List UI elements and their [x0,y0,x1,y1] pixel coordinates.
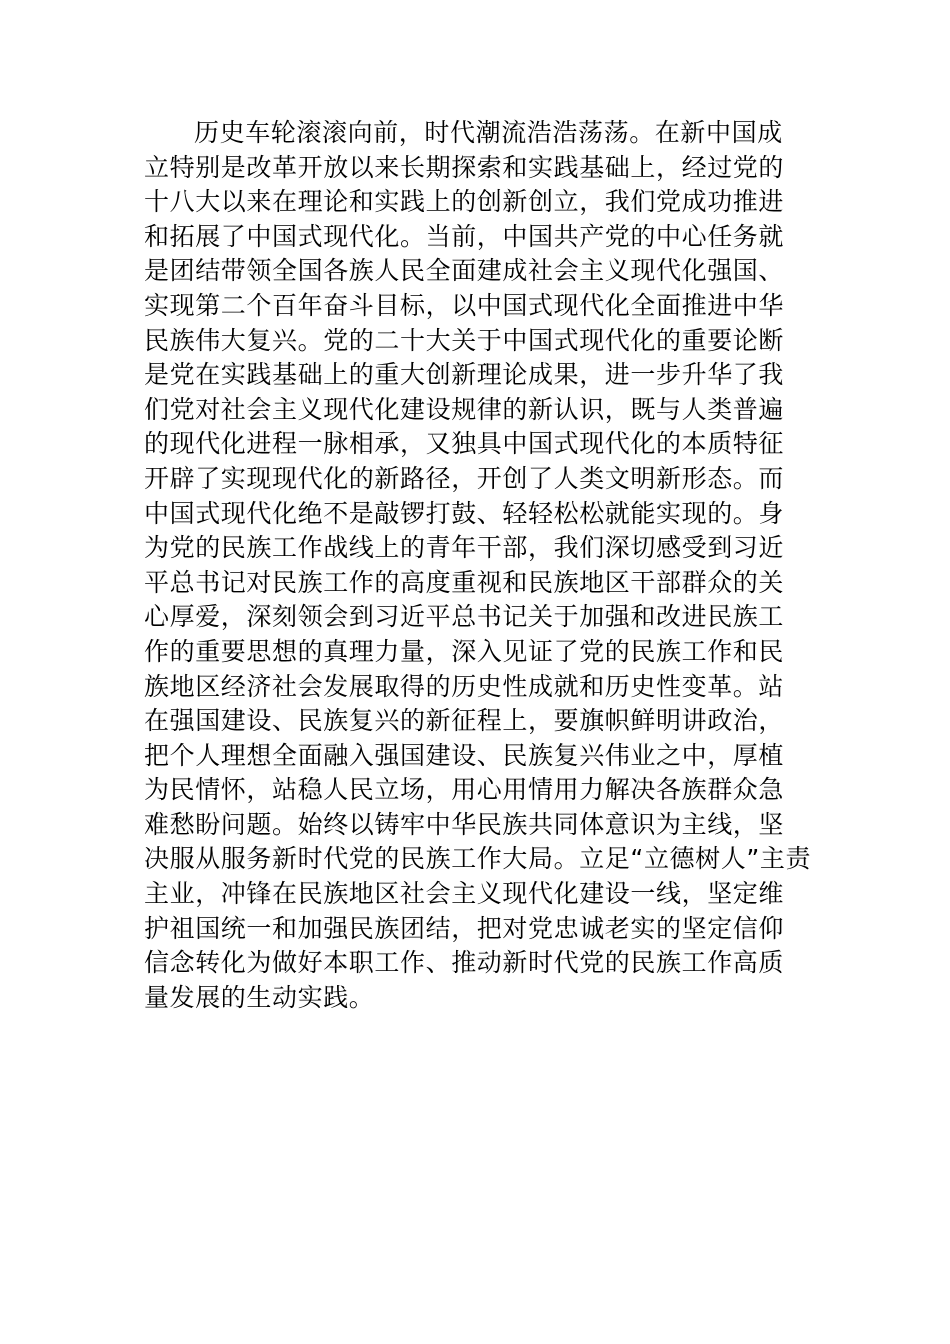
body-paragraph [144,116,812,1015]
paragraph-line-17: 族地区经济社会发展取得的历史性成就和历史性变革。站 [144,671,785,701]
paragraph-line-23: 主业，冲锋在民族地区社会主义现代化建设一线，坚定维 [144,879,785,909]
paragraph-line-1: 历史车轮滚滚向前，时代潮流浩浩荡荡。在新中国成 [194,118,783,147]
paragraph-line-16: 作的重要思想的真理力量，深入见证了党的民族工作和民 [144,636,785,666]
paragraph-line-24: 护祖国统一和加强民族团结，把对党忠诚老实的坚定信仰 [144,913,785,943]
paragraph-line-6: 实现第二个百年奋斗目标，以中国式现代化全面推进中华 [144,290,785,320]
paragraph-line-19: 把个人理想全面融入强国建设、民族复兴伟业之中，厚植 [144,740,785,770]
paragraph-line-13: 为党的民族工作战线上的青年干部，我们深切感受到习近 [144,533,785,563]
paragraph-line-3: 十八大以来在理论和实践上的创新创立，我们党成功推进 [144,187,785,217]
paragraph-line-11: 开辟了实现现代化的新路径，开创了人类文明新形态。而 [144,463,785,493]
paragraph-line-9: 们党对社会主义现代化建设规律的新认识，既与人类普遍 [144,394,785,424]
paragraph-line-8: 是党在实践基础上的重大创新理论成果，进一步升华了我 [144,360,785,390]
paragraph-line-25: 信念转化为做好本职工作、推动新时代党的民族工作高质 [144,948,785,978]
paragraph-line-15: 心厚爱，深刻领会到习近平总书记关于加强和改进民族工 [144,602,785,632]
paragraph-line-14: 平总书记对民族工作的高度重视和民族地区干部群众的关 [144,567,785,597]
paragraph-line-21: 难愁盼问题。始终以铸牢中华民族共同体意识为主线，坚 [144,809,785,839]
paragraph-line-2: 立特别是改革开放以来长期探索和实践基础上，经过党的 [144,152,785,182]
paragraph-line-4: 和拓展了中国式现代化。当前，中国共产党的中心任务就 [144,221,785,251]
paragraph-line-22: 决服从服务新时代党的民族工作大局。立足“立德树人”主责 [144,844,812,874]
paragraph-line-5: 是团结带领全国各族人民全面建成社会主义现代化强国、 [144,256,785,286]
paragraph-line-20: 为民情怀，站稳人民立场，用心用情用力解决各族群众急 [144,775,785,805]
paragraph-line-7: 民族伟大复兴。党的二十大关于中国式现代化的重要论断 [144,325,785,355]
paragraph-line-18: 在强国建设、民族复兴的新征程上，要旗帜鲜明讲政治， [144,706,785,736]
paragraph-line-12: 中国式现代化绝不是敲锣打鼓、轻轻松松就能实现的。身 [144,498,785,528]
paragraph-line-10: 的现代化进程一脉相承，又独具中国式现代化的本质特征 [144,429,785,459]
paragraph-line-26: 量发展的生动实践。 [144,982,375,1012]
